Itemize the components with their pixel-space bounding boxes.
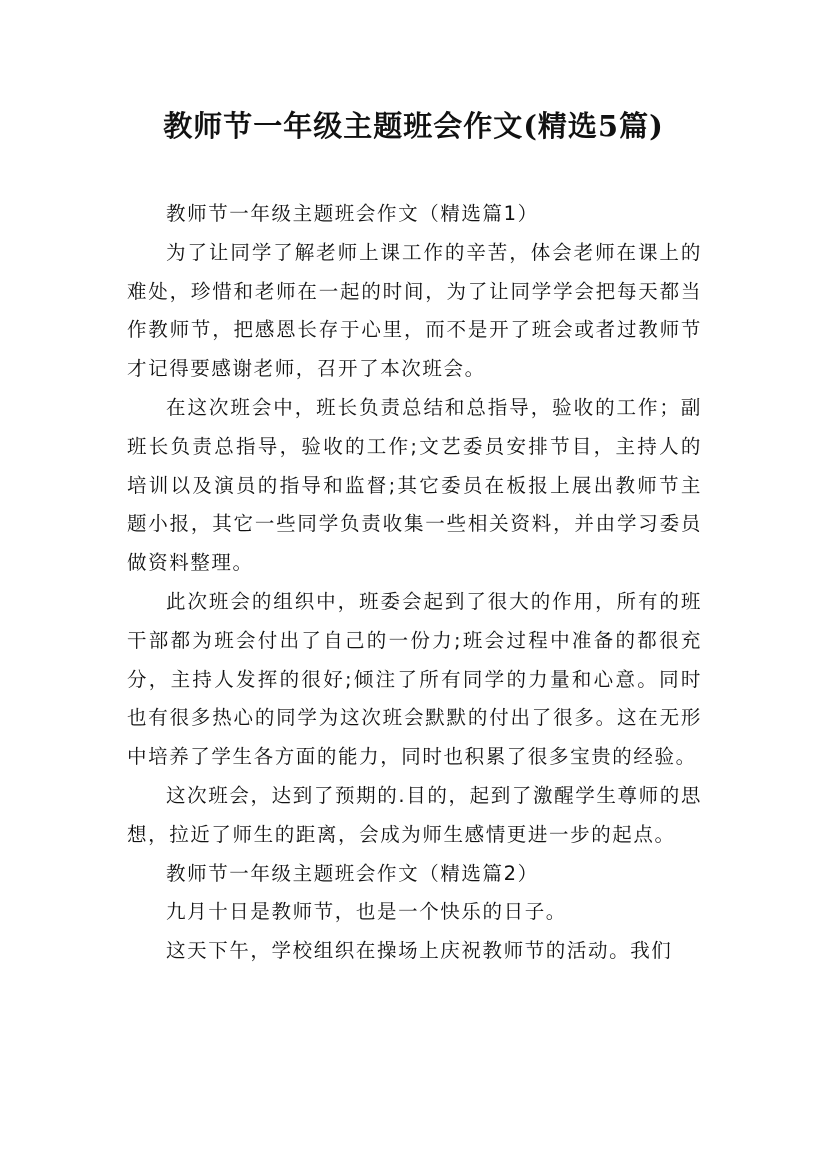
paragraph: 这次班会，达到了预期的.目的，起到了激醒学生尊师的思想，拉近了师生的距离，会成为师生感情更进一步的起点。 xyxy=(127,783,702,846)
section-heading-2: 教师节一年级主题班会作文（精选篇2） xyxy=(166,861,539,885)
paragraph: 为了让同学了解老师上课工作的辛苦，体会老师在课上的难处，珍惜和老师在一起的时间，为了让同学学会把每天都当作教师节，把感恩长存于心里，而不是开了班会或者过教师节才记得要感谢老师，召开了本次班会。 xyxy=(127,240,702,381)
paragraph: 九月十日是教师节，也是一个快乐的日子。 xyxy=(166,900,567,924)
document-title: 教师节一年级主题班会作文(精选5篇) xyxy=(163,109,664,143)
section-heading-1: 教师节一年级主题班会作文（精选篇1） xyxy=(166,202,539,225)
paragraph: 这天下午，学校组织在操场上庆祝教师节的活动。我们 xyxy=(166,939,673,963)
document-body xyxy=(127,195,702,971)
paragraph: 此次班会的组织中，班委会起到了很大的作用，所有的班干部都为班会付出了自己的一份力;班会过程中准备的都很充分，主持人发挥的很好;倾注了所有同学的力量和心意。同时也有很多热心的同学为这次班会默默的付出了很多。这在无形中培养了学生各方面的能力，同时也积累了很多宝贵的经验。 xyxy=(127,589,702,769)
paragraph: 在这次班会中，班长负责总结和总指导，验收的工作；副班长负责总指导，验收的工作;文艺委员安排节目，主持人的培训以及演员的指导和监督;其它委员在板报上展出教师节主题小报，其它一些同学负责收集一些相关资料，并由学习委员做资料整理。 xyxy=(127,395,702,575)
